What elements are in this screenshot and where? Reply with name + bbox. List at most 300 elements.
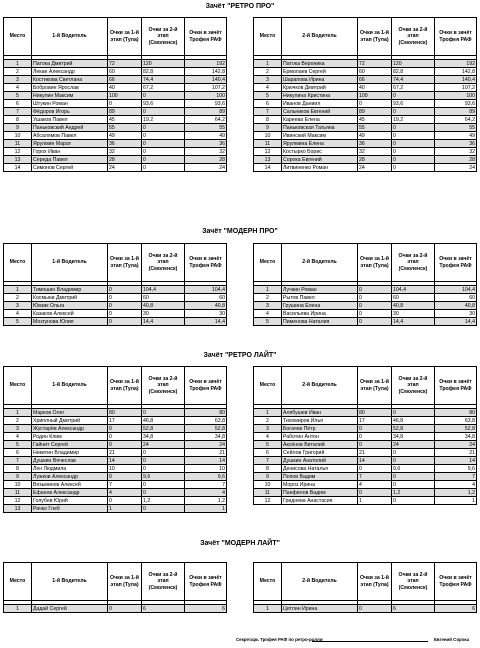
stage1-points-cell: 49 — [108, 132, 142, 140]
place-cell: 1 — [4, 605, 32, 613]
total-points-cell: 142,8 — [185, 68, 227, 76]
driver-name-cell: Рачко Глеб — [32, 505, 108, 513]
standings-row — [254, 76, 477, 84]
stage2-points-cell: 60 — [392, 294, 435, 302]
total-points-cell: 36 — [435, 140, 477, 148]
standings-row — [254, 140, 477, 148]
standings-row — [254, 164, 477, 172]
total-points-cell: 63,8 — [435, 417, 477, 425]
section-title: Зачёт "РЕТРО ЛАЙТ" — [203, 352, 277, 359]
stage1-points-cell: 40 — [358, 84, 392, 92]
driver-name-cell: Лужков Александр — [32, 473, 108, 481]
total-points-cell: 89 — [185, 108, 227, 116]
stage1-points-cell: 45 — [358, 116, 392, 124]
stage1-points-cell: 0 — [108, 473, 142, 481]
stage1-points-cell: 100 — [358, 92, 392, 100]
col-place-header: Место — [4, 367, 32, 405]
stage2-points-cell: 0 — [392, 92, 435, 100]
header-row — [4, 244, 227, 282]
col-total-header: Очки в зачёт Трофея РАФ — [435, 244, 477, 282]
driver-name-cell: Костикова Светлана — [32, 76, 108, 84]
total-points-cell: 80 — [185, 409, 227, 417]
total-points-cell: 192 — [185, 60, 227, 68]
total-points-cell: 93,6 — [435, 100, 477, 108]
total-points-cell: 30 — [185, 310, 227, 318]
stage1-points-cell: 72 — [108, 60, 142, 68]
standings-table-driver2 — [253, 17, 477, 172]
stage2-points-cell: 14,4 — [392, 318, 435, 326]
stage2-points-cell: 74,4 — [392, 76, 435, 84]
place-cell: 13 — [4, 156, 32, 164]
place-cell: 7 — [254, 457, 282, 465]
place-cell: 14 — [4, 164, 32, 172]
col-total-header: Очки в зачёт Трофея РАФ — [185, 244, 227, 282]
place-cell: 12 — [254, 497, 282, 505]
stage2-points-cell: 9,6 — [142, 473, 185, 481]
stage2-points-cell: 1,2 — [392, 489, 435, 497]
header-row — [4, 18, 227, 56]
stage2-points-cell: 46,8 — [142, 417, 185, 425]
stage2-points-cell: 40,8 — [392, 302, 435, 310]
driver-name-cell: Симонов Сергей — [32, 164, 108, 172]
stage2-points-cell: 0 — [142, 409, 185, 417]
place-cell: 1 — [4, 409, 32, 417]
place-cell: 10 — [254, 481, 282, 489]
driver-name-cell: Лучкин Роман — [282, 286, 358, 294]
place-cell: 7 — [254, 108, 282, 116]
total-points-cell: 64,2 — [435, 116, 477, 124]
total-points-cell: 4 — [185, 489, 227, 497]
place-cell: 12 — [4, 497, 32, 505]
stage2-points-cell: 0 — [142, 148, 185, 156]
place-cell: 11 — [254, 140, 282, 148]
header-row — [254, 563, 477, 601]
standings-table-driver1 — [3, 243, 227, 326]
standings-row — [4, 164, 227, 172]
stage2-points-cell: 0 — [392, 449, 435, 457]
total-points-cell: 9,6 — [435, 465, 477, 473]
stage1-points-cell: 1 — [108, 505, 142, 513]
standings-row — [4, 449, 227, 457]
stage2-points-cell: 46,8 — [392, 417, 435, 425]
stage2-points-cell: 0 — [142, 108, 185, 116]
standings-row — [4, 497, 227, 505]
standings-row — [254, 156, 477, 164]
place-cell: 3 — [4, 425, 32, 433]
total-points-cell: 104,4 — [185, 286, 227, 294]
total-points-cell: 28 — [185, 156, 227, 164]
total-points-cell: 24 — [435, 164, 477, 172]
total-points-cell: 21 — [185, 449, 227, 457]
place-cell: 6 — [254, 449, 282, 457]
stage1-points-cell: 0 — [108, 310, 142, 318]
stage2-points-cell: 67,2 — [392, 84, 435, 92]
stage1-points-cell: 7 — [108, 481, 142, 489]
stage1-points-cell: 0 — [358, 294, 392, 302]
standings-row — [254, 132, 477, 140]
standings-row — [4, 286, 227, 294]
stage1-points-cell: 0 — [358, 465, 392, 473]
stage1-points-cell: 0 — [358, 433, 392, 441]
total-points-cell: 60 — [185, 294, 227, 302]
standings-row — [254, 481, 477, 489]
driver-name-cell: Попов Вадим — [282, 473, 358, 481]
stage1-points-cell: 4 — [108, 489, 142, 497]
standings-row — [4, 132, 227, 140]
driver-name-cell: Сейлов Григорий — [282, 449, 358, 457]
place-cell: 4 — [4, 433, 32, 441]
signature-name: Евгений Сорока — [434, 637, 470, 642]
driver-name-cell: Тихомиров Илья — [282, 417, 358, 425]
stage1-points-cell: 28 — [108, 156, 142, 164]
stage1-points-cell: 0 — [108, 302, 142, 310]
total-points-cell: 7 — [185, 481, 227, 489]
total-points-cell: 21 — [435, 449, 477, 457]
col-stage2-header: Очки за 2-й этап (Смоленск) — [392, 367, 435, 405]
standings-row — [254, 417, 477, 425]
total-points-cell: 49 — [185, 132, 227, 140]
stage1-points-cell: 4 — [358, 481, 392, 489]
stage2-points-cell: 30 — [392, 310, 435, 318]
total-points-cell: 1,2 — [185, 497, 227, 505]
driver-name-cell: Мозгунова Юлия — [32, 318, 108, 326]
driver-name-cell: Цетлин Ирина — [282, 605, 358, 613]
place-cell: 5 — [4, 318, 32, 326]
header-row — [4, 563, 227, 601]
place-cell: 1 — [4, 286, 32, 294]
stage1-points-cell: 17 — [108, 417, 142, 425]
driver-name-cell: Тимошин Владимир — [32, 286, 108, 294]
stage1-points-cell: 55 — [108, 124, 142, 132]
stage2-points-cell: 0 — [392, 140, 435, 148]
standings-row — [4, 148, 227, 156]
standings-table-driver2 — [253, 243, 477, 326]
stage1-points-cell: 24 — [358, 164, 392, 172]
total-points-cell: 107,2 — [185, 84, 227, 92]
standings-row — [4, 473, 227, 481]
place-cell: 1 — [254, 409, 282, 417]
standings-row — [4, 100, 227, 108]
driver-name-cell: Дадай Сергей — [32, 605, 108, 613]
col-stage1-header: Очки за 1-й этап (Тула) — [108, 18, 142, 56]
place-cell: 1 — [4, 60, 32, 68]
standings-row — [254, 409, 477, 417]
col-place-header: Место — [4, 244, 32, 282]
place-cell: 2 — [4, 294, 32, 302]
place-cell: 4 — [4, 84, 32, 92]
standings-row — [4, 481, 227, 489]
standings-row — [254, 124, 477, 132]
stage1-points-cell: 45 — [108, 116, 142, 124]
standings-row — [254, 473, 477, 481]
driver-name-cell: Мороз Ирина — [282, 481, 358, 489]
stage1-points-cell: 60 — [108, 68, 142, 76]
place-cell: 1 — [254, 605, 282, 613]
place-cell: 7 — [4, 457, 32, 465]
stage1-points-cell: 0 — [108, 286, 142, 294]
stage2-points-cell: 34,8 — [392, 433, 435, 441]
col-stage1-header: Очки за 1-й этап (Тула) — [108, 563, 142, 601]
stage1-points-cell: 0 — [358, 100, 392, 108]
standings-row — [254, 92, 477, 100]
place-cell: 3 — [254, 425, 282, 433]
total-points-cell: 14 — [435, 457, 477, 465]
driver-name-cell: Ушаков Павел — [32, 116, 108, 124]
col-driver-header: 2-й Водитель — [282, 563, 358, 601]
driver-name-cell: Иванов Даниил — [282, 100, 358, 108]
stage1-points-cell: 66 — [358, 76, 392, 84]
driver-name-cell: Кареева Елена — [282, 116, 358, 124]
total-points-cell: 192 — [435, 60, 477, 68]
col-stage2-header: Очки за 2-й этап (Смоленск) — [142, 367, 185, 405]
standings-row — [4, 84, 227, 92]
place-cell: 5 — [4, 92, 32, 100]
total-points-cell: 60 — [435, 294, 477, 302]
place-cell: 9 — [254, 124, 282, 132]
col-driver-header: 1-й Водитель — [32, 18, 108, 56]
stage2-points-cell: 0 — [392, 473, 435, 481]
stage1-points-cell: 55 — [358, 124, 392, 132]
driver-name-cell: Душкин Вячеслав — [32, 457, 108, 465]
standings-row — [254, 286, 477, 294]
standings-table-driver1 — [3, 562, 227, 613]
driver-name-cell: Ювзик Ольга — [32, 302, 108, 310]
stage1-points-cell: 0 — [358, 425, 392, 433]
stage2-points-cell: 0 — [142, 140, 185, 148]
place-cell: 11 — [4, 140, 32, 148]
stage2-points-cell: 0 — [392, 132, 435, 140]
stage1-points-cell: 0 — [108, 605, 142, 613]
standings-row — [254, 489, 477, 497]
col-stage2-header: Очки за 2-й этап (Смоленск) — [142, 244, 185, 282]
total-points-cell: 55 — [435, 124, 477, 132]
header-row — [4, 367, 227, 405]
standings-row — [4, 124, 227, 132]
driver-name-cell: Шарапова Ирина — [282, 76, 358, 84]
stage2-points-cell: 0 — [392, 156, 435, 164]
col-driver-header: 1-й Водитель — [32, 367, 108, 405]
total-points-cell: 140,4 — [185, 76, 227, 84]
col-driver-header: 2-й Водитель — [282, 244, 358, 282]
place-cell: 8 — [4, 116, 32, 124]
standings-row — [4, 505, 227, 513]
total-points-cell: 14,4 — [185, 318, 227, 326]
col-stage2-header: Очки за 2-й этап (Смоленск) — [392, 18, 435, 56]
driver-name-cell: Штукин Роман — [32, 100, 108, 108]
standings-row — [4, 457, 227, 465]
stage2-points-cell: 6 — [142, 605, 185, 613]
col-driver-header: 1-й Водитель — [32, 563, 108, 601]
stage1-points-cell: 0 — [358, 441, 392, 449]
col-stage1-header: Очки за 1-й этап (Тула) — [358, 563, 392, 601]
driver-name-cell: Ярулмина Елена — [282, 140, 358, 148]
place-cell: 9 — [4, 124, 32, 132]
standings-row — [4, 108, 227, 116]
standings-table-driver2 — [253, 562, 477, 613]
stage2-points-cell: 93,6 — [392, 100, 435, 108]
stage1-points-cell: 36 — [108, 140, 142, 148]
stage1-points-cell: 10 — [108, 465, 142, 473]
place-cell: 3 — [4, 302, 32, 310]
standings-row — [4, 310, 227, 318]
col-total-header: Очки в зачёт Трофея РАФ — [435, 563, 477, 601]
place-cell: 2 — [254, 68, 282, 76]
stage2-points-cell: 0 — [392, 148, 435, 156]
col-total-header: Очки в зачёт Трофея РАФ — [435, 18, 477, 56]
standings-table-driver1 — [3, 366, 227, 513]
total-points-cell: 24 — [435, 441, 477, 449]
standings-row — [4, 489, 227, 497]
total-points-cell: 107,2 — [435, 84, 477, 92]
place-cell: 10 — [4, 132, 32, 140]
place-cell: 4 — [254, 84, 282, 92]
total-points-cell: 63,8 — [185, 417, 227, 425]
driver-name-cell: Рытов Павел — [282, 294, 358, 302]
stage1-points-cell: 14 — [358, 457, 392, 465]
standings-row — [4, 465, 227, 473]
standings-row — [254, 433, 477, 441]
driver-name-cell: Лекае Александр — [32, 68, 108, 76]
place-cell: 6 — [254, 100, 282, 108]
total-points-cell: 36 — [185, 140, 227, 148]
stage2-points-cell: 82,8 — [392, 68, 435, 76]
driver-name-cell: Казаков Алексей — [32, 310, 108, 318]
col-stage2-header: Очки за 2-й этап (Смоленск) — [142, 563, 185, 601]
stage1-points-cell: 0 — [358, 286, 392, 294]
place-cell: 5 — [254, 318, 282, 326]
stage2-points-cell: 0 — [142, 457, 185, 465]
total-points-cell: 4 — [435, 481, 477, 489]
stage2-points-cell: 67,2 — [142, 84, 185, 92]
col-place-header: Место — [4, 563, 32, 601]
driver-name-cell: Лен Людмила — [32, 465, 108, 473]
stage1-points-cell: 0 — [108, 441, 142, 449]
driver-name-cell: Марков Олег — [32, 409, 108, 417]
total-points-cell: 34,8 — [185, 433, 227, 441]
stage1-points-cell: 21 — [358, 449, 392, 457]
stage1-points-cell: 0 — [108, 433, 142, 441]
col-stage1-header: Очки за 1-й этап (Тула) — [358, 18, 392, 56]
standings-row — [4, 156, 227, 164]
standings-row — [4, 68, 227, 76]
stage2-points-cell: 52,8 — [392, 425, 435, 433]
stage2-points-cell: 0 — [142, 92, 185, 100]
place-cell: 2 — [4, 417, 32, 425]
stage2-points-cell: 19,2 — [142, 116, 185, 124]
place-cell: 6 — [4, 100, 32, 108]
col-driver-header: 2-й Водитель — [282, 367, 358, 405]
stage2-points-cell: 52,8 — [142, 425, 185, 433]
stage1-points-cell: 0 — [108, 294, 142, 302]
stage2-points-cell: 14,4 — [142, 318, 185, 326]
standings-row — [4, 92, 227, 100]
stage2-points-cell: 60 — [142, 294, 185, 302]
standings-table-driver2 — [253, 366, 477, 505]
stage2-points-cell: 30 — [142, 310, 185, 318]
place-cell: 4 — [254, 310, 282, 318]
col-place-header: Место — [4, 18, 32, 56]
stage1-points-cell: 0 — [358, 489, 392, 497]
driver-name-cell: Крючков Дмитрий — [282, 84, 358, 92]
place-cell: 9 — [4, 473, 32, 481]
stage2-points-cell: 93,6 — [142, 100, 185, 108]
place-cell: 6 — [4, 449, 32, 457]
header-row — [254, 367, 477, 405]
stage2-points-cell: 0 — [392, 409, 435, 417]
stage1-points-cell: 32 — [358, 148, 392, 156]
driver-name-cell: Фёдоров Игорь — [32, 108, 108, 116]
driver-name-cell: Абсалямов Павел — [32, 132, 108, 140]
col-stage2-header: Очки за 2-й этап (Смоленск) — [392, 244, 435, 282]
standings-row — [4, 116, 227, 124]
stage1-points-cell: 80 — [358, 409, 392, 417]
total-points-cell: 28 — [435, 156, 477, 164]
stage1-points-cell: 72 — [358, 60, 392, 68]
place-cell: 14 — [254, 164, 282, 172]
place-cell: 7 — [4, 108, 32, 116]
place-cell: 5 — [4, 441, 32, 449]
header-row — [254, 18, 477, 56]
standings-row — [254, 294, 477, 302]
stage1-points-cell: 100 — [108, 92, 142, 100]
stage2-points-cell: 82,8 — [142, 68, 185, 76]
stage2-points-cell: 74,4 — [142, 76, 185, 84]
place-cell: 3 — [254, 302, 282, 310]
stage1-points-cell: 49 — [358, 132, 392, 140]
place-cell: 2 — [254, 417, 282, 425]
standings-row — [4, 302, 227, 310]
stage1-points-cell: 40 — [108, 84, 142, 92]
standings-row — [4, 417, 227, 425]
place-cell: 3 — [4, 76, 32, 84]
driver-name-cell: Никулина Кристина — [282, 92, 358, 100]
stage2-points-cell: 1,2 — [142, 497, 185, 505]
place-cell: 12 — [254, 148, 282, 156]
stage2-points-cell: 104,4 — [142, 286, 185, 294]
place-cell: 13 — [4, 505, 32, 513]
total-points-cell: 49 — [435, 132, 477, 140]
driver-name-cell: Душкин Анатолий — [282, 457, 358, 465]
stage2-points-cell: 120 — [142, 60, 185, 68]
col-stage1-header: Очки за 1-й этап (Тула) — [108, 367, 142, 405]
total-points-cell: 104,4 — [435, 286, 477, 294]
standings-row — [254, 318, 477, 326]
driver-name-cell: Васильева Ирина — [282, 310, 358, 318]
total-points-cell: 1 — [435, 497, 477, 505]
stage2-points-cell: 0 — [392, 124, 435, 132]
total-points-cell: 24 — [185, 164, 227, 172]
standings-row — [4, 140, 227, 148]
stage2-points-cell: 0 — [142, 505, 185, 513]
place-cell: 8 — [254, 116, 282, 124]
stage2-points-cell: 0 — [142, 156, 185, 164]
driver-name-cell: Работин Антон — [282, 433, 358, 441]
total-points-cell: 14 — [185, 457, 227, 465]
col-driver-header: 2-й Водитель — [282, 18, 358, 56]
place-cell: 8 — [254, 465, 282, 473]
stage1-points-cell: 7 — [358, 473, 392, 481]
total-points-cell: 6 — [185, 605, 227, 613]
section-title: Зачёт "МОДЕРН ЛАЙТ" — [200, 540, 280, 547]
driver-name-cell: Паньковский Андрей — [32, 124, 108, 132]
standings-row — [4, 425, 227, 433]
driver-name-cell: Аксёнов Виталий — [282, 441, 358, 449]
driver-name-cell: Гайнит Сергей — [32, 441, 108, 449]
stage1-points-cell: 0 — [358, 302, 392, 310]
driver-name-cell: Патока Дмитрий — [32, 60, 108, 68]
driver-name-cell: Алябушев Иван — [282, 409, 358, 417]
standings-row — [4, 318, 227, 326]
